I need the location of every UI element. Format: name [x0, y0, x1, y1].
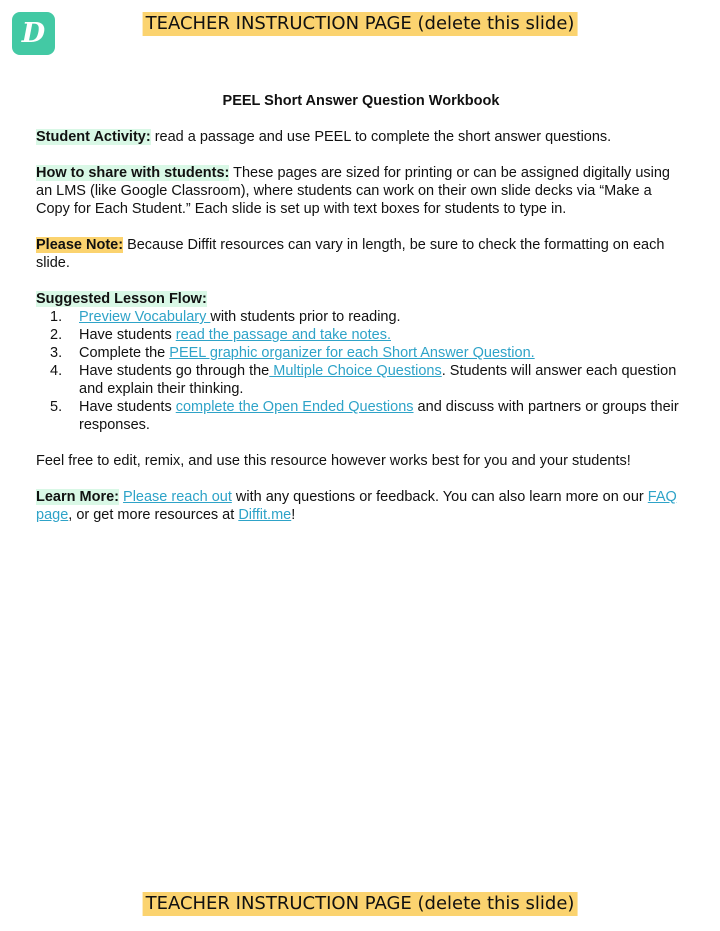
list-text: Have students — [79, 399, 176, 415]
list-item — [36, 344, 686, 362]
logo-letter: D — [21, 18, 46, 49]
faq-page-link[interactable]: FAQ page — [36, 489, 677, 523]
share-text: These pages are sized for printing or can be assigned digitally using an LMS (like Google Classroom), where students can work on their own slide decks via “Make a Copy for Each Student.” Each slide is set up with text boxes for students to type in. — [36, 165, 670, 217]
diffit-me-link[interactable]: Diffit.me — [238, 507, 292, 523]
learn-text: , or get more resources at — [68, 507, 239, 523]
instructions-body — [36, 92, 686, 542]
open-ended-link[interactable]: complete the Open Ended Questions — [175, 399, 414, 415]
student-activity-paragraph — [36, 128, 686, 146]
lesson-flow-list — [36, 308, 686, 434]
note-label: Please Note: — [36, 237, 124, 253]
share-paragraph — [36, 164, 686, 218]
list-item — [36, 362, 686, 398]
list-number: 2. — [50, 327, 63, 343]
list-number: 5. — [50, 399, 63, 415]
list-number: 1. — [50, 309, 63, 325]
note-text: Because Diffit resources can vary in length, be sure to check the formatting on each slide. — [36, 237, 665, 271]
list-item — [36, 326, 686, 344]
diffit-logo — [12, 12, 55, 55]
student-activity-label: Student Activity: — [36, 129, 151, 145]
student-activity-text: read a passage and use PEEL to complete the short answer questions. — [150, 129, 612, 145]
learn-more-label: Learn More: — [36, 489, 119, 505]
share-label: How to share with students: — [36, 165, 230, 181]
peel-organizer-link[interactable]: PEEL graphic organizer for each Short Answer Question. — [169, 345, 535, 361]
note-paragraph — [36, 236, 686, 272]
preview-vocabulary-link[interactable]: Preview Vocabulary — [79, 309, 211, 325]
learn-more-paragraph — [36, 488, 686, 524]
list-text: Complete the — [79, 345, 170, 361]
free-text-paragraph: Feel free to edit, remix, and use this resource however works best for you and your students! — [36, 453, 631, 469]
list-text: . Students will answer each question and explain their thinking. — [79, 363, 677, 397]
lesson-flow-heading — [36, 290, 686, 308]
learn-text: with any questions or feedback. You can also learn more on our — [231, 489, 648, 505]
reach-out-link[interactable]: Please reach out — [123, 489, 232, 505]
learn-text: ! — [291, 507, 296, 523]
read-passage-link[interactable]: read the passage and take notes. — [175, 327, 391, 343]
list-text: with students prior to reading. — [210, 309, 401, 325]
list-text: and discuss with partners or groups their responses. — [79, 399, 679, 433]
list-number: 3. — [50, 345, 63, 361]
top-banner: TEACHER INSTRUCTION PAGE (delete this slide) — [143, 12, 578, 36]
multiple-choice-link[interactable]: Multiple Choice Questions — [269, 363, 442, 379]
list-item — [36, 398, 686, 434]
list-number: 4. — [50, 363, 63, 379]
list-text: Have students go through the — [79, 363, 270, 379]
list-text: Have students — [79, 327, 176, 343]
lesson-flow-label: Suggested Lesson Flow: — [36, 291, 207, 307]
bottom-banner: TEACHER INSTRUCTION PAGE (delete this slide) — [143, 892, 578, 916]
list-item — [36, 308, 686, 326]
page-title: PEEL Short Answer Question Workbook — [222, 93, 500, 109]
